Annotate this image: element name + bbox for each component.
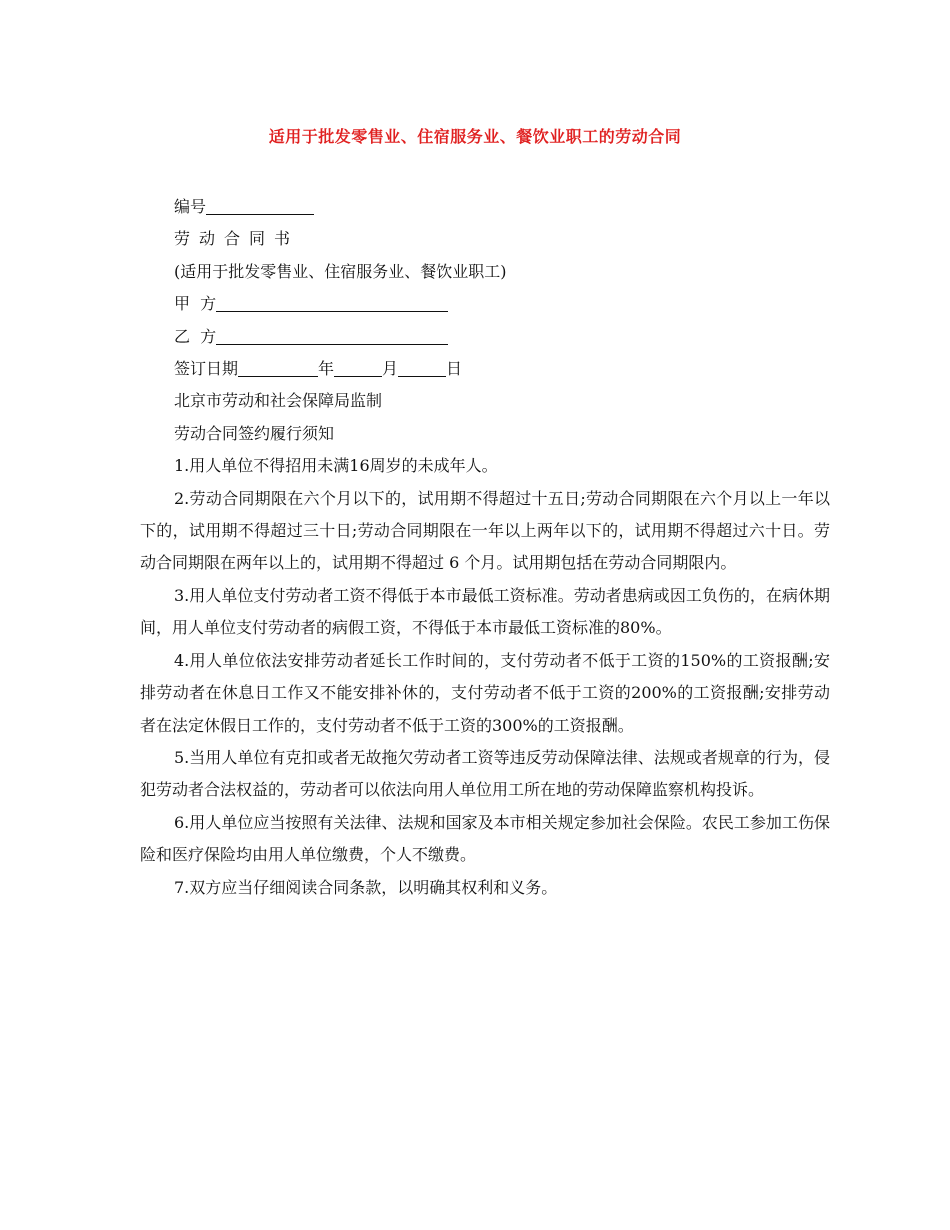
day-blank — [398, 358, 446, 377]
party-b-label: 乙 方 — [174, 326, 217, 346]
notice-item-2: 2.劳动合同期限在六个月以下的，试用期不得超过十五日;劳动合同期限在六个月以上一年以下的，试用期不得超过三十日;劳动合同期限在一年以上两年以下的，试用期不得超过六十日。劳动合同期限在两年以上的，试用期不得超过 6 个月。试用期包括在劳动合同期限内。 — [140, 488, 830, 573]
signing-date-label: 签订日期 — [174, 359, 239, 379]
contract-subtitle: (适用于批发零售业、住宿服务业、餐饮业职工) — [174, 261, 507, 281]
party-a-label: 甲 方 — [174, 294, 217, 314]
party-a-blank — [216, 293, 448, 312]
notice-item-5: 5.当用人单位有克扣或者无故拖欠劳动者工资等违反劳动保障法律、法规或者规章的行为，侵犯劳动者合法权益的，劳动者可以依法向用人单位用工所在地的劳动保障监察机构投诉。 — [140, 747, 830, 800]
day-label: 日 — [446, 359, 463, 379]
party-b-blank — [216, 326, 448, 345]
notice-item-3: 3.用人单位支付劳动者工资不得低于本市最低工资标准。劳动者患病或因工负伤的，在病休期间，用人单位支付劳动者的病假工资，不得低于本市最低工资标准的80%。 — [140, 585, 830, 638]
notice-title: 劳动合同签约履行须知 — [174, 423, 335, 443]
contract-number-blank — [206, 196, 314, 215]
signing-date-line — [140, 353, 830, 385]
document-title: 适用于批发零售业、住宿服务业、餐饮业职工的劳动合同 — [268, 127, 682, 146]
notice-item-4: 4.用人单位依法安排劳动者延长工作时间的，支付劳动者不低于工资的150%的工资报酬;安排劳动者在休息日工作又不能安排补休的，支付劳动者不低于工资的200%的工资报酬;安排劳动者在法定休假日工作的，支付劳动者不低于工资的300%的工资报酬。 — [140, 650, 830, 735]
contract-title: 劳动合同书 — [174, 229, 300, 249]
document-body — [140, 191, 830, 904]
notice-item-1: 1.用人单位不得招用未满16周岁的未成年人。 — [174, 456, 498, 476]
supervisor-line: 北京市劳动和社会保障局监制 — [174, 391, 383, 411]
year-label: 年 — [318, 359, 335, 379]
notice-item-6: 6.用人单位应当按照有关法律、法规和国家及本市相关规定参加社会保险。农民工参加工伤保险和医疗保险均由用人单位缴费，个人不缴费。 — [140, 812, 830, 865]
party-a-line — [140, 288, 830, 320]
year-blank — [238, 358, 318, 377]
party-b-line — [140, 321, 830, 353]
month-blank — [334, 358, 382, 377]
contract-number-line — [140, 191, 830, 223]
contract-number-label: 编号 — [174, 197, 207, 216]
notice-item-7: 7.双方应当仔细阅读合同条款，以明确其权利和义务。 — [174, 877, 558, 897]
month-label: 月 — [382, 359, 399, 379]
